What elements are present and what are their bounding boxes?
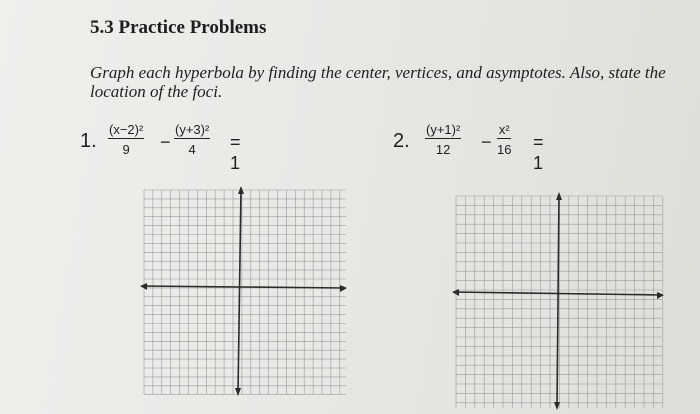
coordinate-grid-2[interactable] <box>452 192 666 412</box>
fraction-term2 <box>497 122 511 157</box>
denominator: 16 <box>497 142 512 157</box>
numerator: (y+1)² <box>426 122 461 137</box>
minus-sign: − <box>481 132 492 152</box>
numerator: x² <box>498 122 510 137</box>
numerator: (x−2)² <box>109 122 144 137</box>
instructions: Graph each hyperbola by finding the center, vertices, and asymptotes. Also, state the location of the foci. <box>90 63 666 101</box>
coordinate-grid-1[interactable] <box>140 186 350 398</box>
denominator: 9 <box>122 142 130 157</box>
fraction-term2 <box>174 122 210 157</box>
fraction-term1 <box>108 122 144 157</box>
x-axis <box>140 283 347 292</box>
denominator: 12 <box>435 142 451 157</box>
fraction-term1 <box>425 122 461 157</box>
x-axis-arrow-right-icon <box>340 285 347 292</box>
grid-lines <box>144 190 346 395</box>
problem-number: 1. <box>80 130 97 152</box>
problem-number: 2. <box>393 130 410 152</box>
numerator: (y+3)² <box>175 122 210 137</box>
page-title: 5.3 Practice Problems <box>90 17 267 38</box>
equals-one: = 1 <box>533 132 544 173</box>
x-axis-arrow-left-icon <box>452 289 459 296</box>
x-axis-arrow-left-icon <box>140 283 147 290</box>
minus-sign: − <box>160 132 171 152</box>
y-axis <box>554 192 562 410</box>
y-axis-arrow-down-icon <box>554 402 560 410</box>
denominator: 4 <box>188 142 196 157</box>
y-axis <box>235 186 244 396</box>
equals-one: = 1 <box>230 132 241 173</box>
